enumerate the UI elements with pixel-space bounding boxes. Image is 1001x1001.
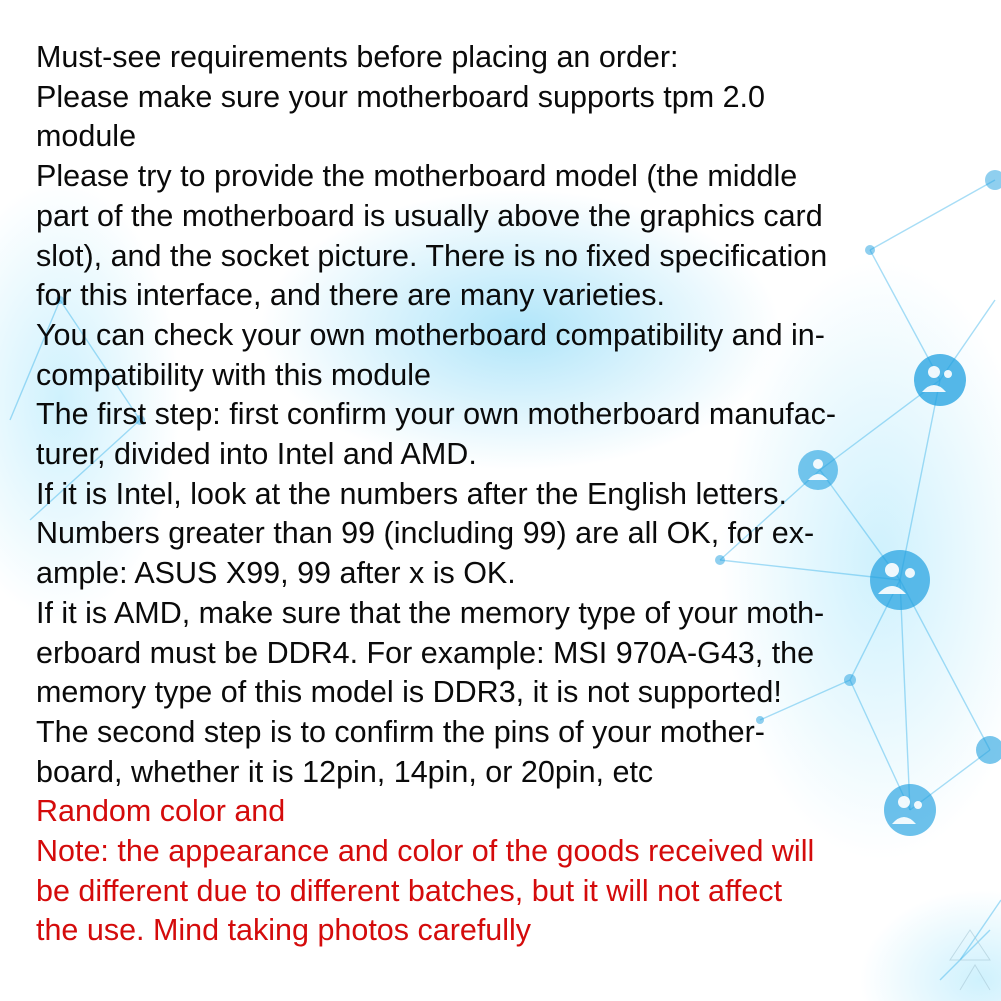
note-line: Random color and xyxy=(36,794,286,829)
text-line: memory type of this model is DDR3, it is not supported! xyxy=(36,675,782,710)
text-line: ample: ASUS X99, 99 after x is OK. xyxy=(36,556,516,591)
text-line: If it is Intel, look at the numbers after the English letters. xyxy=(36,476,788,511)
note-line: Note: the appearance and color of the goods received will xyxy=(36,834,815,869)
note-line: the use. Mind taking photos carefully xyxy=(36,913,532,948)
text-line: module xyxy=(36,119,137,154)
heading-line: Must-see requirements before placing an order: xyxy=(36,40,679,74)
text-line: part of the motherboard is usually above the graphics card xyxy=(36,198,823,233)
text-line: Please make sure your motherboard supports tpm 2.0 xyxy=(36,79,765,114)
text-line: turer, divided into Intel and AMD. xyxy=(36,437,477,472)
text-line: slot), and the socket picture. There is no fixed specification xyxy=(36,238,828,273)
text-line: The second step is to confirm the pins of your mother- xyxy=(36,714,765,749)
text-line: board, whether it is 12pin, 14pin, or 20pin, etc xyxy=(36,754,654,789)
text-line: The first step: first confirm your own motherboard manufac- xyxy=(36,397,837,432)
note-line: be different due to different batches, but it will not affect xyxy=(36,873,783,908)
text-line: erboard must be DDR4. For example: MSI 970A-G43, the xyxy=(36,635,815,670)
text-line: Numbers greater than 99 (including 99) are all OK, for ex- xyxy=(36,516,815,551)
text-line: compatibility with this module xyxy=(36,357,431,392)
text-line: If it is AMD, make sure that the memory type of your moth- xyxy=(36,595,825,630)
order-requirements-text xyxy=(36,38,966,951)
text-line: Please try to provide the motherboard model (the middle xyxy=(36,159,798,194)
text-line: You can check your own motherboard compatibility and in- xyxy=(36,317,825,352)
node-dot-icon xyxy=(985,170,1001,190)
text-line: for this interface, and there are many varieties. xyxy=(36,278,665,313)
